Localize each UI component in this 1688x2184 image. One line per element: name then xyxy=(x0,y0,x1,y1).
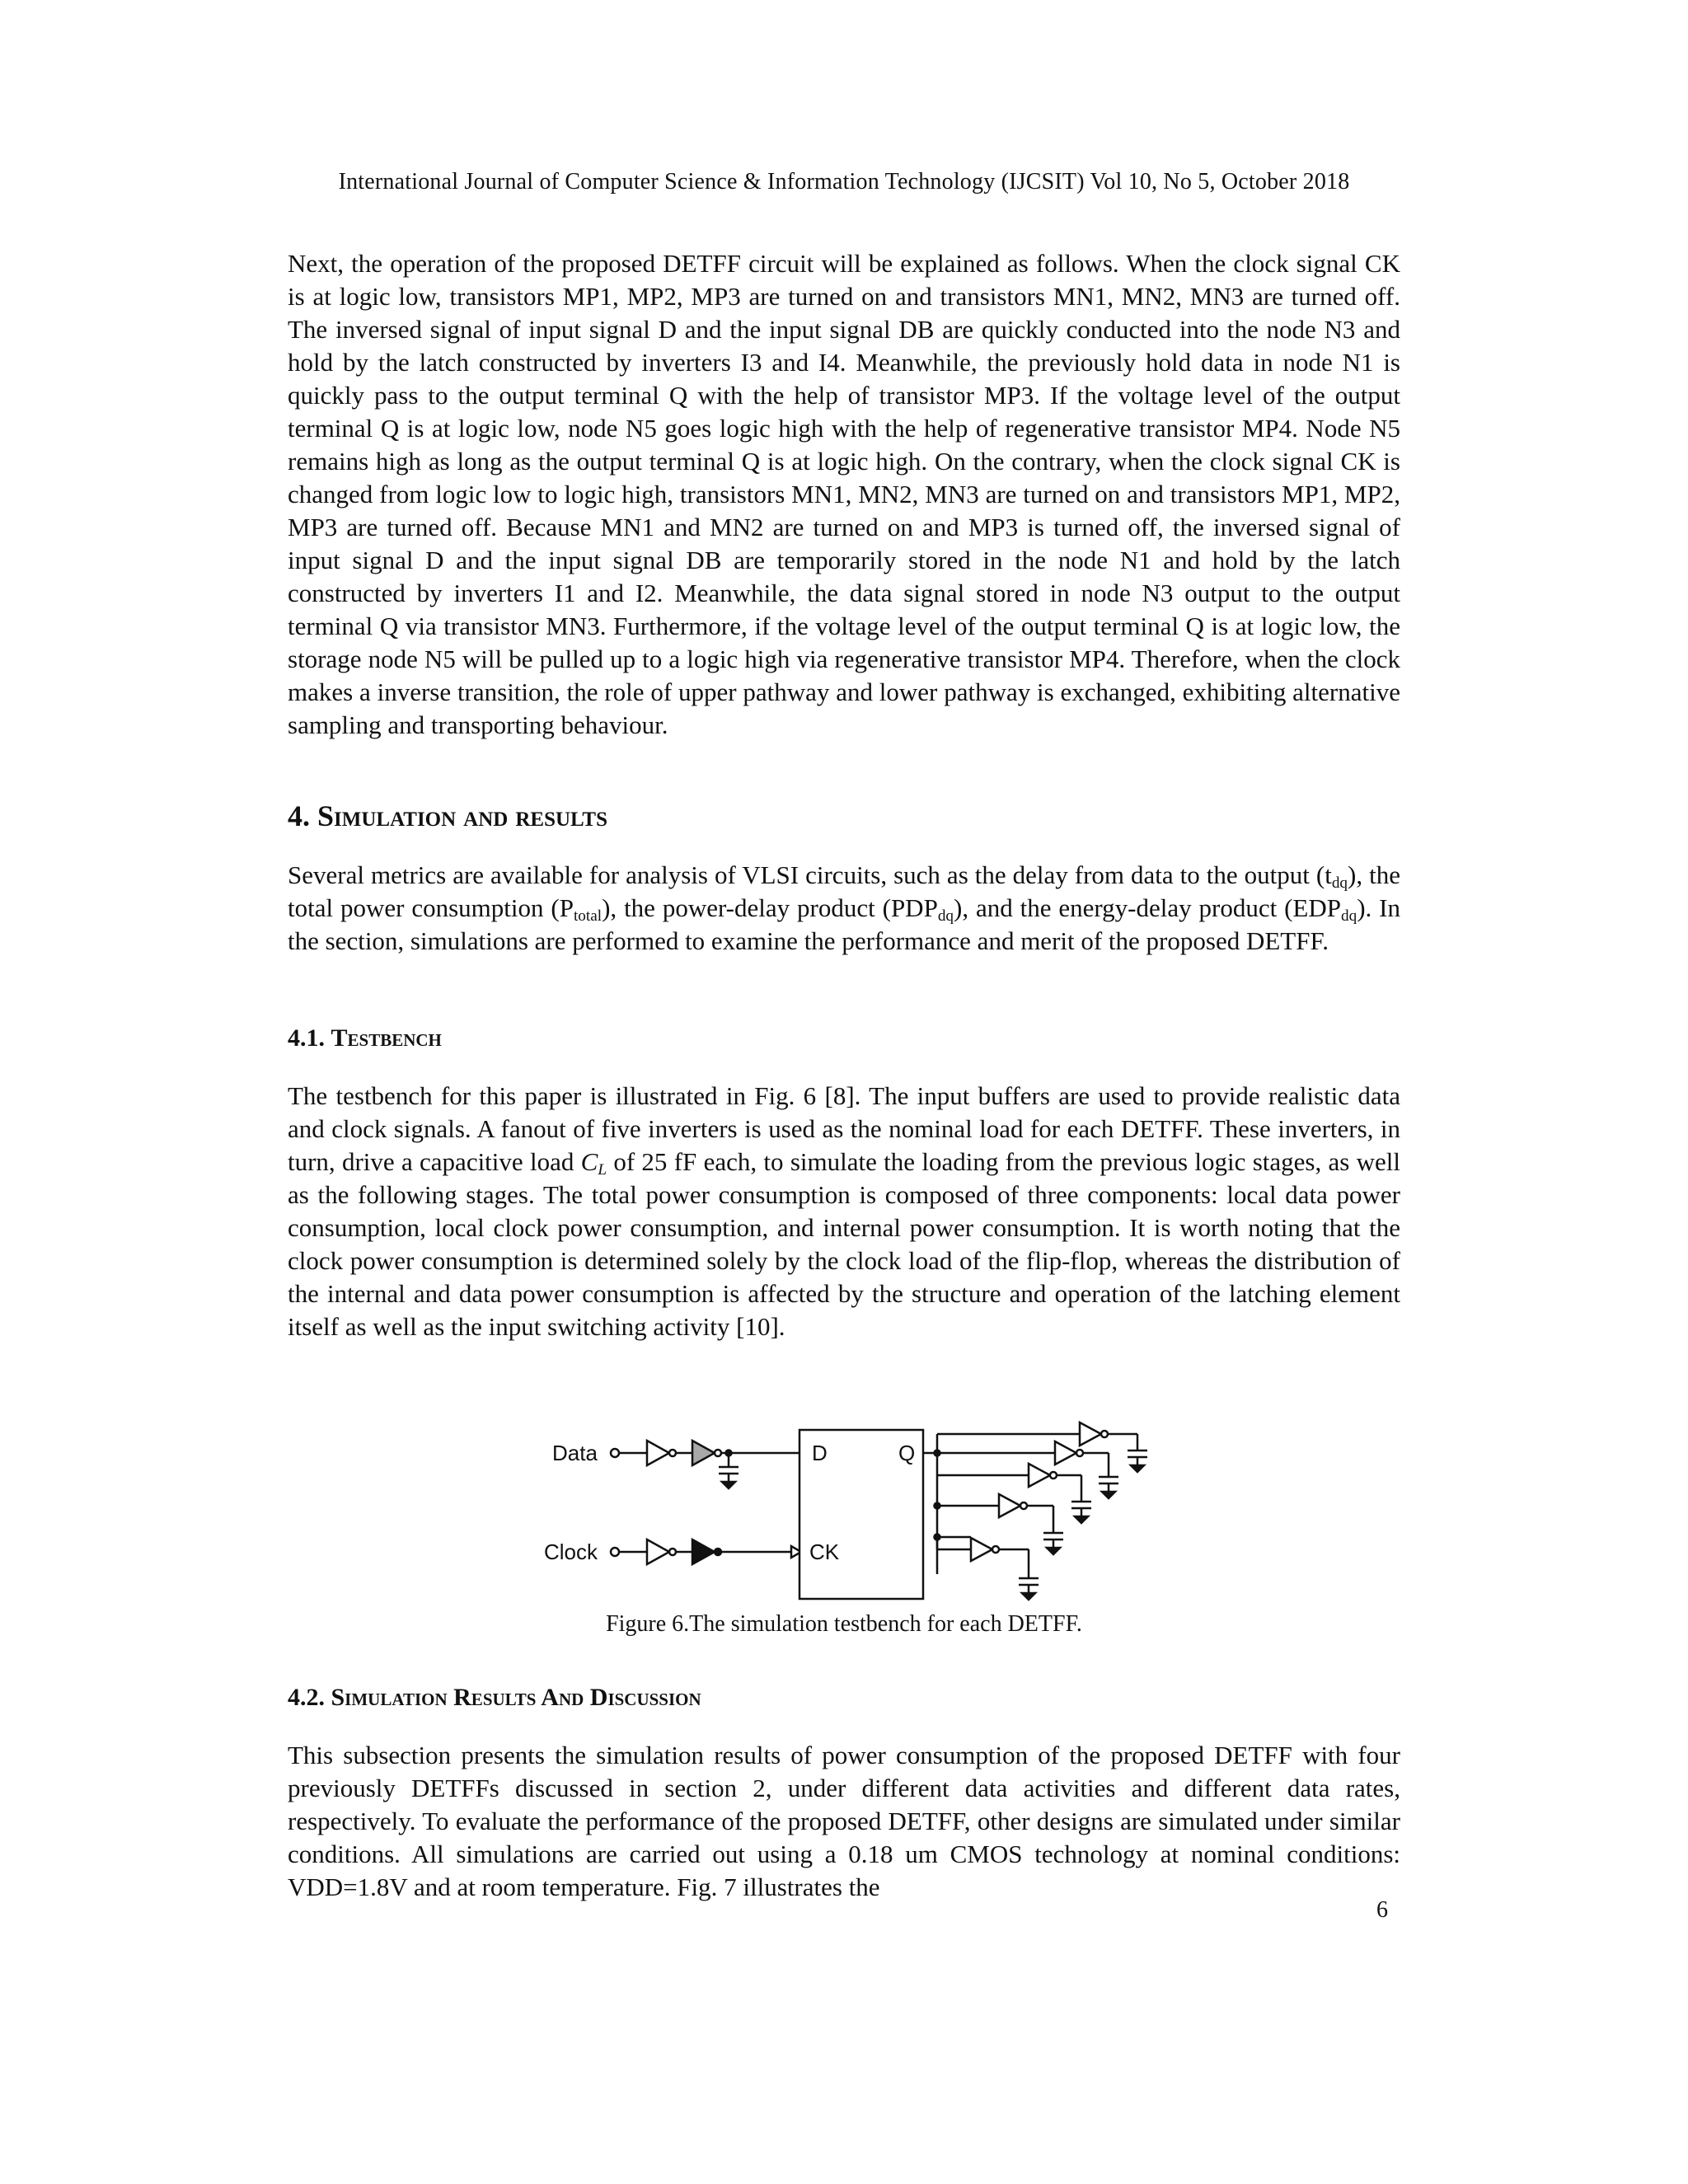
testbench-circuit-diagram xyxy=(536,1401,1162,1632)
section-number: 4.1. xyxy=(288,1024,325,1052)
data-input-label: Data xyxy=(552,1441,598,1465)
paragraph-operation: Next, the operation of the proposed DETFF circuit will be explained as follows. When the clock signal CK is at logic low, transistors MP1, MP2, MP3 are turned on and transistors MN1, MN2, MN3 are turned off. The inversed signal of input signal D and the input signal DB are quickly conducted into the node N3 and hold by the latch constructed by inverters I3 and I4. Meanwhile, the previously hold data in node N1 is quickly pass to the output terminal Q with the help of transistor MP3. If the voltage level of the output terminal Q is at logic low, node N5 goes logic high with the help of regenerative transistor MP4. Node N5 remains high as long as the output terminal Q is at logic high. On the contrary, when the clock signal CK is changed from logic low to logic high, transistors MN1, MN2, MN3 are turned on and transistors MP1, MP2, MP3 are turned off. Because MN1 and MN2 are turned on and MP3 is turned off, the inversed signal of input signal D and the input signal DB are temporarily stored in the node N1 and hold by the latch constructed by inverters I1 and I2. Meanwhile, the data signal stored in node N3 output to the output terminal Q via transistor MN3. Furthermore, if the voltage level of the output terminal Q is at logic low, the storage node N5 will be pulled up to a logic high via regenerative transistor MP4. Therefore, when the clock makes a inverse transition, the role of upper pathway and lower pathway is exchanged, exhibiting alternative sampling and transporting behaviour. xyxy=(288,249,1400,739)
paragraph-results: This subsection presents the simulation results of power consumption of the proposed DETFF with four previously DETFFs discussed in section 2, under different data activities and different data rates, respectively. To evaluate the performance of the proposed DETFF, other designs are simulated under similar conditions. All simulations are carried out using a 0.18 um CMOS technology at nominal conditions: VDD=1.8V and at room temperature. Fig. 7 illustrates the xyxy=(288,1741,1400,1901)
section-title: Simulation and results xyxy=(317,799,607,832)
q-pin-label: Q xyxy=(898,1441,916,1465)
paragraph-testbench: The testbench for this paper is illustrated in Fig. 6 [8]. The input buffers are used to provide realistic data and clock signals. A fanout of five inverters is used as the nominal load for each DETFF. These inverters, in turn, drive a capacitive load $C_L$ of 25 fF each, to simulate the loading from the previous logic stages, as well as the following stages. The total power consumption is composed of three components: local data power consumption, local clock power consumption, and internal power consumption. It is worth noting that the clock power consumption is determined solely by the clock load of the flip-flop, whereas the distribution of the internal and data power consumption is affected by the structure and operation of the latching element itself as well as the input switching activity [10]. xyxy=(288,1081,1400,1341)
section-number: 4.2. xyxy=(288,1684,325,1711)
figure-caption: Figure 6.The simulation testbench for each DETFF. xyxy=(606,1611,1082,1637)
clock-input-label: Clock xyxy=(544,1540,598,1564)
section-4-1-heading xyxy=(288,1022,1400,1055)
paragraph-metrics: Several metrics are available for analysis of VLSI circuits, such as the delay from data to the output $(t_{dq})$, the total power consumption $(P_{total})$, the power-delay product $(PDP_{dq})$, and the energy-delay product $(EDP_{dq})$. In the section, simulations are performed to examine the performance and merit of the proposed DETFF. xyxy=(288,860,1400,955)
ck-pin-label: CK xyxy=(809,1540,840,1564)
section-4-heading xyxy=(288,798,1400,834)
section-4-2-heading: 4.2. Simulation Results And Discussion xyxy=(288,1684,701,1711)
d-pin-label: D xyxy=(812,1441,828,1465)
page-number: 6 xyxy=(1376,1897,1388,1923)
section-title: Testbench xyxy=(331,1024,442,1052)
section-number: 4. xyxy=(288,799,310,832)
running-header: International Journal of Computer Science & Information Technology (IJCSIT) Vol 10, No 5, October 2018 xyxy=(338,169,1350,194)
